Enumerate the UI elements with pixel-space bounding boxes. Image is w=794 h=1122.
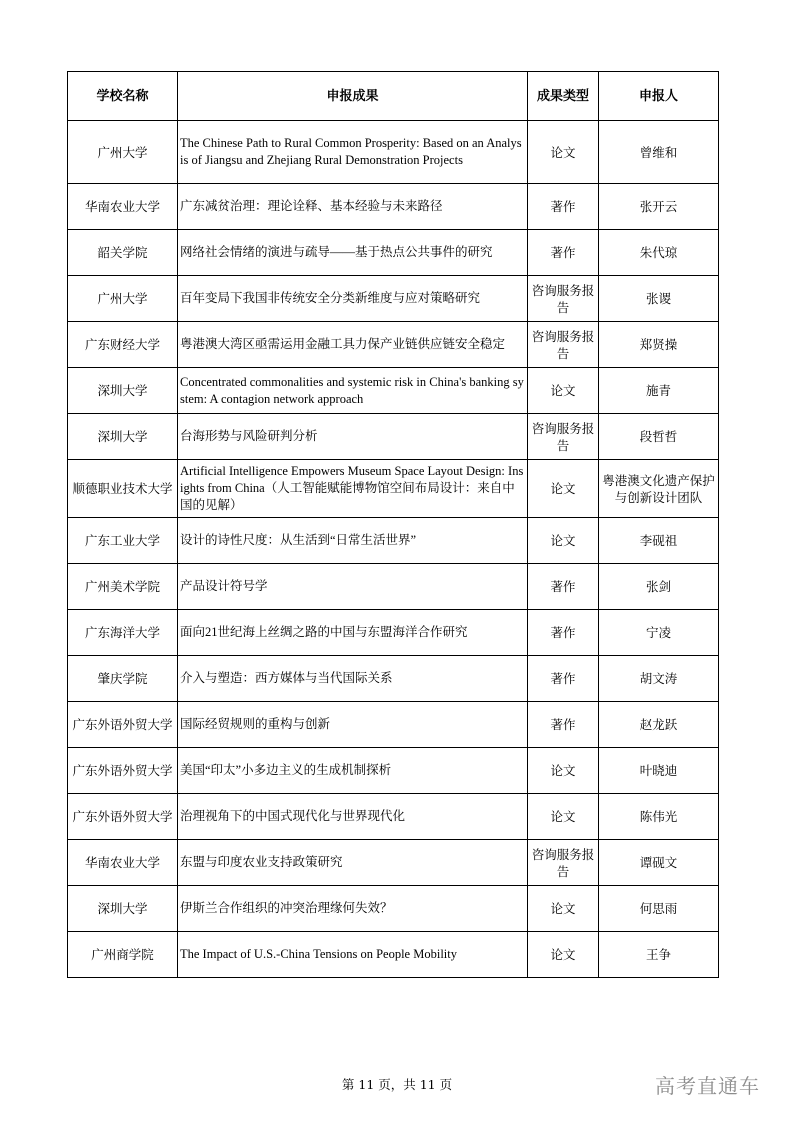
cell-type: 论文 xyxy=(528,794,599,840)
cell-school: 韶关学院 xyxy=(68,230,178,276)
cell-applicant: 宁凌 xyxy=(599,610,719,656)
cell-applicant: 粤港澳文化遗产保护与创新设计团队 xyxy=(599,460,719,518)
cell-school: 顺德职业技术大学 xyxy=(68,460,178,518)
table-row xyxy=(68,322,719,368)
cell-applicant: 张谡 xyxy=(599,276,719,322)
cell-school: 广州大学 xyxy=(68,121,178,184)
cell-type: 著作 xyxy=(528,564,599,610)
cell-result: 百年变局下我国非传统安全分类新维度与应对策略研究 xyxy=(178,276,528,322)
cell-result: Concentrated commonalities and systemic risk in China's banking system: A contagion network approach xyxy=(178,368,528,414)
cell-result: 产品设计符号学 xyxy=(178,564,528,610)
cell-result: 面向21世纪海上丝绸之路的中国与东盟海洋合作研究 xyxy=(178,610,528,656)
cell-school: 肇庆学院 xyxy=(68,656,178,702)
cell-type: 著作 xyxy=(528,230,599,276)
table-row xyxy=(68,230,719,276)
cell-type: 论文 xyxy=(528,886,599,932)
cell-applicant: 李砚祖 xyxy=(599,518,719,564)
table-row xyxy=(68,414,719,460)
table-row xyxy=(68,702,719,748)
cell-applicant: 张开云 xyxy=(599,184,719,230)
table-row xyxy=(68,794,719,840)
table-row xyxy=(68,518,719,564)
cell-school: 广东海洋大学 xyxy=(68,610,178,656)
cell-school: 广东财经大学 xyxy=(68,322,178,368)
table-row xyxy=(68,840,719,886)
cell-applicant: 王争 xyxy=(599,932,719,978)
cell-result: 广东减贫治理：理论诠释、基本经验与未来路径 xyxy=(178,184,528,230)
cell-school: 广东外语外贸大学 xyxy=(68,794,178,840)
cell-school: 华南农业大学 xyxy=(68,184,178,230)
cell-result: 台海形势与风险研判分析 xyxy=(178,414,528,460)
cell-school: 广东外语外贸大学 xyxy=(68,748,178,794)
table-row xyxy=(68,564,719,610)
cell-result: 伊斯兰合作组织的冲突治理缘何失效？ xyxy=(178,886,528,932)
cell-type: 著作 xyxy=(528,610,599,656)
table-row xyxy=(68,276,719,322)
cell-type: 论文 xyxy=(528,460,599,518)
cell-result: 设计的诗性尺度：从生活到“日常生活世界” xyxy=(178,518,528,564)
cell-school: 广东工业大学 xyxy=(68,518,178,564)
cell-school: 深圳大学 xyxy=(68,368,178,414)
cell-school: 深圳大学 xyxy=(68,886,178,932)
table-header-row xyxy=(68,72,719,121)
table-row xyxy=(68,184,719,230)
cell-type: 论文 xyxy=(528,368,599,414)
cell-school: 深圳大学 xyxy=(68,414,178,460)
cell-applicant: 曾维和 xyxy=(599,121,719,184)
cell-applicant: 何思雨 xyxy=(599,886,719,932)
cell-school: 广州商学院 xyxy=(68,932,178,978)
cell-result: 介入与塑造：西方媒体与当代国际关系 xyxy=(178,656,528,702)
cell-school: 广州美术学院 xyxy=(68,564,178,610)
table-body xyxy=(68,121,719,978)
cell-result: 治理视角下的中国式现代化与世界现代化 xyxy=(178,794,528,840)
cell-type: 咨询服务报告 xyxy=(528,414,599,460)
cell-type: 论文 xyxy=(528,121,599,184)
page-number: 第 11 页，共 11 页 xyxy=(341,1077,453,1092)
cell-result: 美国“印太”小多边主义的生成机制探析 xyxy=(178,748,528,794)
table-row xyxy=(68,460,719,518)
cell-applicant: 谭砚文 xyxy=(599,840,719,886)
cell-type: 咨询服务报告 xyxy=(528,322,599,368)
cell-school: 华南农业大学 xyxy=(68,840,178,886)
cell-school: 广州大学 xyxy=(68,276,178,322)
table-row xyxy=(68,656,719,702)
cell-applicant: 叶晓迪 xyxy=(599,748,719,794)
achievement-table xyxy=(67,71,719,978)
header-applicant: 申报人 xyxy=(599,72,719,121)
cell-school: 广东外语外贸大学 xyxy=(68,702,178,748)
watermark-logo: 高考直通车 xyxy=(655,1074,760,1098)
cell-type: 论文 xyxy=(528,932,599,978)
table-row xyxy=(68,610,719,656)
cell-result: The Chinese Path to Rural Common Prosperity: Based on an Analysis of Jiangsu and Zhejiang Rural Demonstration Projects xyxy=(178,121,528,184)
table-row xyxy=(68,368,719,414)
cell-applicant: 施青 xyxy=(599,368,719,414)
cell-result: Artificial Intelligence Empowers Museum Space Layout Design: Insights from China（人工智能赋能博物馆空间布局设计：来自中国的见解） xyxy=(178,460,528,518)
cell-result: 东盟与印度农业支持政策研究 xyxy=(178,840,528,886)
cell-applicant: 郑贤操 xyxy=(599,322,719,368)
cell-type: 著作 xyxy=(528,184,599,230)
cell-applicant: 胡文涛 xyxy=(599,656,719,702)
table-row xyxy=(68,932,719,978)
cell-type: 咨询服务报告 xyxy=(528,276,599,322)
header-result: 申报成果 xyxy=(178,72,528,121)
cell-applicant: 张剑 xyxy=(599,564,719,610)
cell-type: 咨询服务报告 xyxy=(528,840,599,886)
cell-result: 粤港澳大湾区亟需运用金融工具力保产业链供应链安全稳定 xyxy=(178,322,528,368)
header-type: 成果类型 xyxy=(528,72,599,121)
cell-type: 论文 xyxy=(528,748,599,794)
table-row xyxy=(68,748,719,794)
cell-applicant: 赵龙跃 xyxy=(599,702,719,748)
cell-result: 国际经贸规则的重构与创新 xyxy=(178,702,528,748)
cell-applicant: 朱代琼 xyxy=(599,230,719,276)
cell-applicant: 陈伟光 xyxy=(599,794,719,840)
cell-type: 著作 xyxy=(528,656,599,702)
cell-type: 著作 xyxy=(528,702,599,748)
cell-applicant: 段哲哲 xyxy=(599,414,719,460)
cell-type: 论文 xyxy=(528,518,599,564)
table-row xyxy=(68,121,719,184)
cell-result: The Impact of U.S.-China Tensions on People Mobility xyxy=(178,932,528,978)
cell-result: 网络社会情绪的演进与疏导——基于热点公共事件的研究 xyxy=(178,230,528,276)
header-school: 学校名称 xyxy=(68,72,178,121)
table-row xyxy=(68,886,719,932)
